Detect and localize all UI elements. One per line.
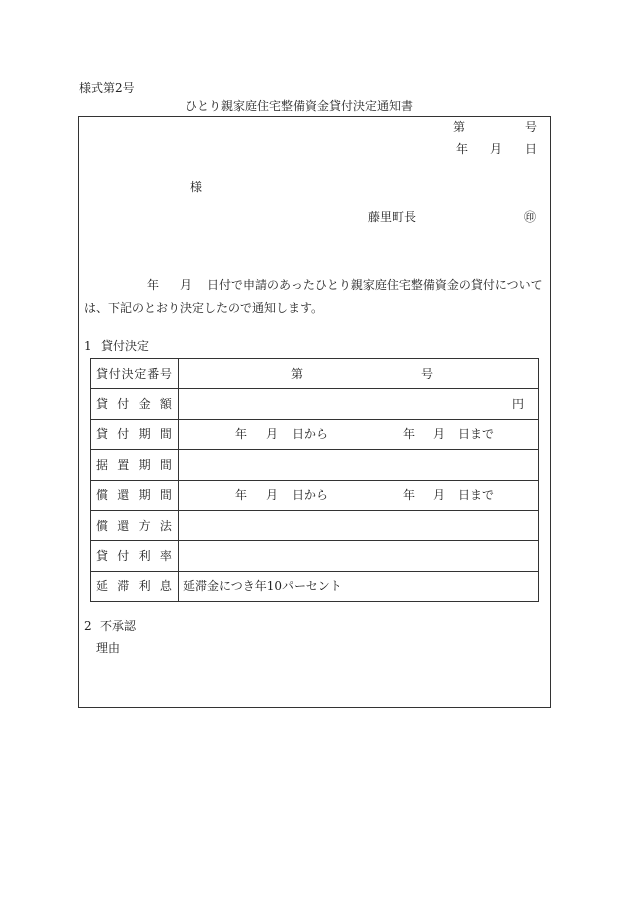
table-row-loan-amount [91, 388, 538, 418]
table-row-late-interest [91, 571, 538, 601]
issue-date-day: 日 [525, 142, 538, 156]
row-label: 貸付利率 [91, 541, 179, 570]
body-month: 月 [180, 278, 193, 292]
decision-number-prefix: 第 [291, 366, 304, 381]
row-label: 延滞利息 [91, 572, 179, 601]
table-row-interest-rate [91, 540, 538, 570]
late-interest-value: 延滞金につき年10パーセント [183, 579, 342, 594]
from-day: 日から [292, 427, 329, 442]
row-label: 貸付決定番号 [91, 359, 179, 388]
to-day: 日まで [458, 488, 495, 503]
decision-number-suffix: 号 [421, 366, 434, 381]
to-month: 月 [433, 427, 446, 442]
table-row-decision-number [91, 359, 538, 388]
section-1-number: 1 [84, 339, 92, 353]
loan-decision-table [90, 358, 539, 602]
row-label: 償還方法 [91, 511, 179, 540]
from-year: 年 [235, 427, 248, 442]
reason-label: 理由 [96, 641, 121, 655]
to-year: 年 [403, 488, 416, 503]
row-label: 貸付金額 [91, 389, 179, 418]
row-label: 据置期間 [91, 450, 179, 479]
row-value [179, 420, 538, 449]
from-year: 年 [235, 488, 248, 503]
section-1-heading: 貸付決定 [101, 339, 150, 353]
to-year: 年 [403, 427, 416, 442]
doc-number-prefix: 第 [453, 120, 466, 134]
row-label: 償還期間 [91, 481, 179, 510]
seal-mark: ㊞ [524, 210, 537, 224]
section-2-number: 2 [84, 619, 92, 633]
doc-number-suffix: 号 [525, 120, 538, 134]
to-day: 日まで [458, 427, 495, 442]
form-number: 様式第2号 [79, 81, 135, 95]
amount-unit: 円 [512, 397, 525, 412]
body-line-1: 日付で申請のあったひとり親家庭住宅整備資金の貸付について [207, 278, 543, 292]
row-value [179, 572, 538, 601]
table-row-grace-period [91, 449, 538, 479]
row-value [179, 511, 538, 540]
from-month: 月 [266, 427, 279, 442]
to-month: 月 [433, 488, 446, 503]
from-day: 日から [292, 488, 329, 503]
issue-date-month: 月 [490, 142, 503, 156]
row-value [179, 389, 538, 418]
row-value [179, 450, 538, 479]
table-row-repayment-method [91, 510, 538, 540]
issue-date-year: 年 [456, 142, 469, 156]
table-row-loan-period [91, 419, 538, 449]
body-line-2: は、下記のとおり決定したので通知します。 [84, 301, 324, 315]
row-label: 貸付期間 [91, 420, 179, 449]
row-value [179, 541, 538, 570]
row-value [179, 359, 538, 388]
addressee-honorific: 様 [190, 180, 203, 194]
document-title: ひとり親家庭住宅整備資金貸付決定通知書 [185, 99, 414, 113]
section-2-heading: 不承認 [100, 619, 137, 633]
table-row-repayment-period [91, 480, 538, 510]
row-value [179, 481, 538, 510]
issuer-name: 藤里町長 [368, 210, 417, 224]
from-month: 月 [266, 488, 279, 503]
body-year: 年 [147, 278, 160, 292]
